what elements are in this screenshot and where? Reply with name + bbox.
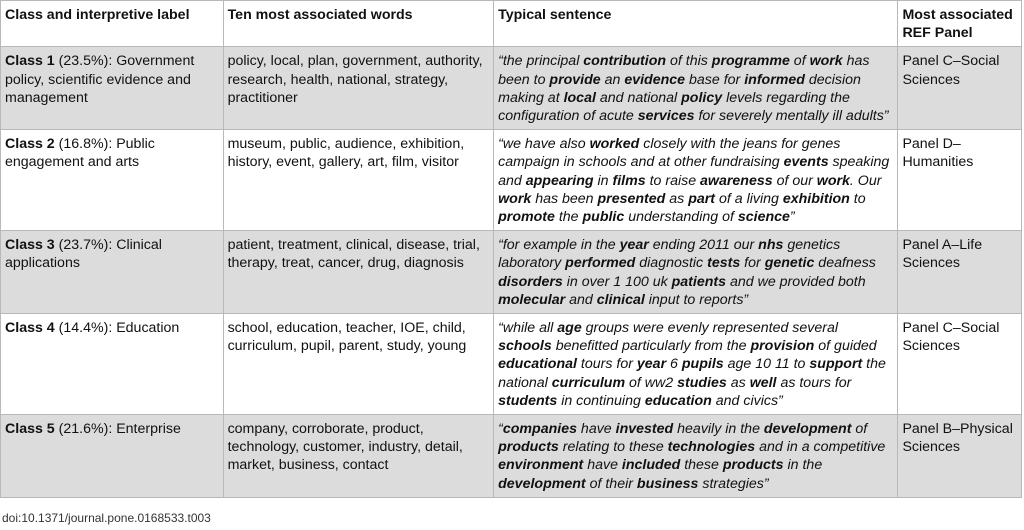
highlighted-word: educational [498, 356, 577, 373]
highlighted-word: well [749, 374, 777, 391]
sentence-text: of [789, 53, 810, 70]
highlighted-word: evidence [624, 71, 686, 88]
highlighted-word: public [582, 209, 625, 226]
highlighted-word: exhibition [782, 190, 850, 207]
sentence-text: base for [685, 71, 745, 88]
sentence-text: closely with the jeans for genes campaign in schools and at other fundraising [498, 136, 841, 171]
sentence-text: genetics laboratory [498, 237, 841, 272]
associated-words-cell: museum, public, audience, exhibition, history, event, gallery, art, film, visitor [223, 130, 494, 231]
highlighted-word: environment [498, 457, 584, 474]
highlighted-word: studies [677, 374, 727, 391]
highlighted-word: curriculum [551, 374, 626, 391]
sentence-text: as tours for [776, 374, 852, 391]
sentence-text: heavily in the [673, 421, 764, 438]
ref-panel-cell: Panel B–Physical Sciences [898, 415, 1022, 498]
ref-panel-cell: Panel C–Social Sciences [898, 47, 1022, 130]
highlighted-word: science [737, 209, 790, 226]
highlighted-word: education [644, 392, 712, 409]
class-label-cell [1, 314, 224, 415]
sentence-text: and civics” [711, 392, 783, 409]
highlighted-word: year [636, 356, 667, 373]
sentence-text: diagnostic [635, 255, 708, 272]
typical-sentence-cell [494, 415, 898, 498]
highlighted-word: events [783, 154, 829, 171]
sentence-text: of [851, 421, 868, 438]
sentence-text: to [849, 190, 866, 207]
highlighted-word: year [619, 237, 649, 254]
sentence-text: levels regarding the configuration of acute [498, 89, 850, 125]
typical-sentence-cell [494, 231, 898, 314]
highlighted-word: policy [681, 89, 723, 106]
highlighted-word: invested [615, 421, 674, 438]
sentence-text: and national [595, 89, 682, 106]
sentence-text: ending 2011 our [648, 237, 759, 254]
sentence-text: input to reports” [644, 291, 749, 308]
sentence-text: and in a competitive [755, 439, 886, 456]
sentence-text: of ww2 [625, 374, 678, 391]
sentence-text: the [554, 209, 583, 226]
sentence-text: have [583, 457, 622, 474]
sentence-text: understanding of [624, 209, 738, 226]
sentence-text: and [565, 291, 597, 308]
class-description: (21.6%): Enterprise [54, 421, 181, 438]
sentence-text: deafness [814, 255, 876, 272]
highlighted-word: development [498, 475, 586, 492]
highlighted-word: performed [565, 255, 636, 272]
sentence-text: strategies” [698, 475, 769, 492]
highlighted-word: disorders [498, 273, 563, 290]
highlighted-word: support [809, 356, 863, 373]
sentence-text: tours for [576, 356, 637, 373]
typical-sentence-cell [494, 130, 898, 231]
sentence-text: the national [498, 356, 886, 391]
class-name: Class 2 [5, 136, 55, 153]
highlighted-word: awareness [700, 172, 773, 189]
highlighted-word: provide [549, 71, 601, 88]
highlighted-word: tests [707, 255, 741, 272]
sentence-text: to raise [645, 172, 701, 189]
highlighted-word: products [722, 457, 784, 474]
header-ref-panel: Most associated REF Panel [898, 1, 1022, 47]
highlighted-word: genetic [764, 255, 815, 272]
highlighted-word: provision [750, 338, 815, 355]
sentence-text: as [665, 190, 689, 207]
highlighted-word: development [763, 421, 852, 438]
highlighted-word: local [563, 89, 596, 106]
sentence-text: as [726, 374, 750, 391]
sentence-text: “we have also [498, 136, 590, 153]
sentence-text: of our [772, 172, 817, 189]
sentence-text: for [740, 255, 765, 272]
sentence-text: of guided [814, 338, 877, 355]
associated-words-cell: school, education, teacher, IOE, child, curriculum, pupil, parent, study, young [223, 314, 494, 415]
highlighted-word: schools [498, 338, 552, 355]
class-description: (23.5%): Government policy, scientific evidence and management [5, 53, 195, 106]
class-label-cell [1, 47, 224, 130]
table-row [1, 314, 1022, 415]
header-associated-words: Ten most associated words [223, 1, 494, 47]
class-name: Class 5 [5, 421, 55, 438]
sentence-text: has been to [498, 53, 870, 88]
sentence-text: these [680, 457, 723, 474]
sentence-text: of their [585, 475, 637, 492]
highlighted-word: worked [589, 136, 640, 153]
highlighted-word: business [636, 475, 699, 492]
typical-sentence-cell [494, 314, 898, 415]
sentence-text: of this [666, 53, 712, 70]
highlighted-word: films [612, 172, 646, 189]
highlighted-word: companies [502, 421, 577, 438]
sentence-text: “ [498, 421, 503, 438]
highlighted-word: work [816, 172, 850, 189]
associated-words-cell: policy, local, plan, government, authority, research, health, national, strategy, practitioner [223, 47, 494, 130]
ref-panel-cell: Panel C–Social Sciences [898, 314, 1022, 415]
sentence-text: in [593, 172, 613, 189]
sentence-text: in continuing [557, 392, 645, 409]
ref-panel-cell: Panel A–Life Sciences [898, 231, 1022, 314]
sentence-text: groups were evenly represented several [581, 320, 839, 337]
class-label-cell [1, 130, 224, 231]
highlighted-word: clinical [596, 291, 645, 308]
highlighted-word: appearing [525, 172, 594, 189]
highlighted-word: products [498, 439, 559, 456]
class-description: (14.4%): Education [54, 320, 180, 337]
highlighted-word: included [621, 457, 681, 474]
highlighted-word: work [809, 53, 843, 70]
highlighted-word: age [557, 320, 582, 337]
highlighted-word: contribution [583, 53, 667, 70]
highlighted-word: molecular [498, 291, 566, 308]
sentence-text: speaking and [498, 154, 890, 189]
sentence-text: age 10 11 to [723, 356, 810, 373]
header-row [1, 1, 1022, 47]
class-description: (16.8%): Public engagement and arts [5, 136, 155, 171]
sentence-text: relating to these [558, 439, 668, 456]
sentence-text: decision making at [498, 71, 861, 106]
table-row [1, 231, 1022, 314]
sentence-text: 6 [666, 356, 682, 373]
highlighted-word: patients [671, 273, 727, 290]
class-name: Class 4 [5, 320, 55, 337]
class-description: (23.7%): Clinical applications [5, 237, 162, 272]
highlighted-word: nhs [758, 237, 784, 254]
associated-words-cell: patient, treatment, clinical, disease, trial, therapy, treat, cancer, drug, diagnosis [223, 231, 494, 314]
highlighted-word: work [498, 190, 532, 207]
sentence-text: has been [531, 190, 598, 207]
highlighted-word: programme [711, 53, 790, 70]
class-label-cell [1, 415, 224, 498]
highlighted-word: pupils [681, 356, 724, 373]
highlighted-word: students [498, 392, 558, 409]
sentence-text: “for example in the [498, 237, 620, 254]
header-class-label: Class and interpretive label [1, 1, 224, 47]
highlighted-word: presented [597, 190, 666, 207]
highlighted-word: part [688, 190, 716, 207]
sentence-text: benefitted particularly from the [551, 338, 751, 355]
sentence-text: and we provided both [726, 273, 866, 290]
sentence-text: “while all [498, 320, 558, 337]
sentence-text: . Our [849, 172, 882, 189]
class-name: Class 3 [5, 237, 55, 254]
sentence-text: have [576, 421, 616, 438]
table-row [1, 415, 1022, 498]
class-label-cell [1, 231, 224, 314]
sentence-text: an [600, 71, 625, 88]
sentence-text: for severely mentally ill adults” [694, 108, 889, 125]
ref-panel-cell: Panel D–Humanities [898, 130, 1022, 231]
doi-caption: doi:10.1371/journal.pone.0168533.t003 [2, 511, 211, 525]
sentence-text: ” [789, 209, 795, 226]
table-row [1, 130, 1022, 231]
typical-sentence-cell [494, 47, 898, 130]
associated-words-cell: company, corroborate, product, technology, customer, industry, detail, market, business, contact [223, 415, 494, 498]
sentence-text: “the principal [498, 53, 584, 70]
highlighted-word: technologies [667, 439, 756, 456]
highlighted-word: promote [498, 209, 555, 226]
sentence-text: in over 1 100 uk [562, 273, 672, 290]
highlighted-word: services [637, 108, 695, 125]
sentence-text: in the [783, 457, 823, 474]
header-typical-sentence: Typical sentence [494, 1, 898, 47]
table-row [1, 47, 1022, 130]
sentence-text: of a living [715, 190, 783, 207]
class-name: Class 1 [5, 53, 55, 70]
highlighted-word: informed [744, 71, 805, 88]
